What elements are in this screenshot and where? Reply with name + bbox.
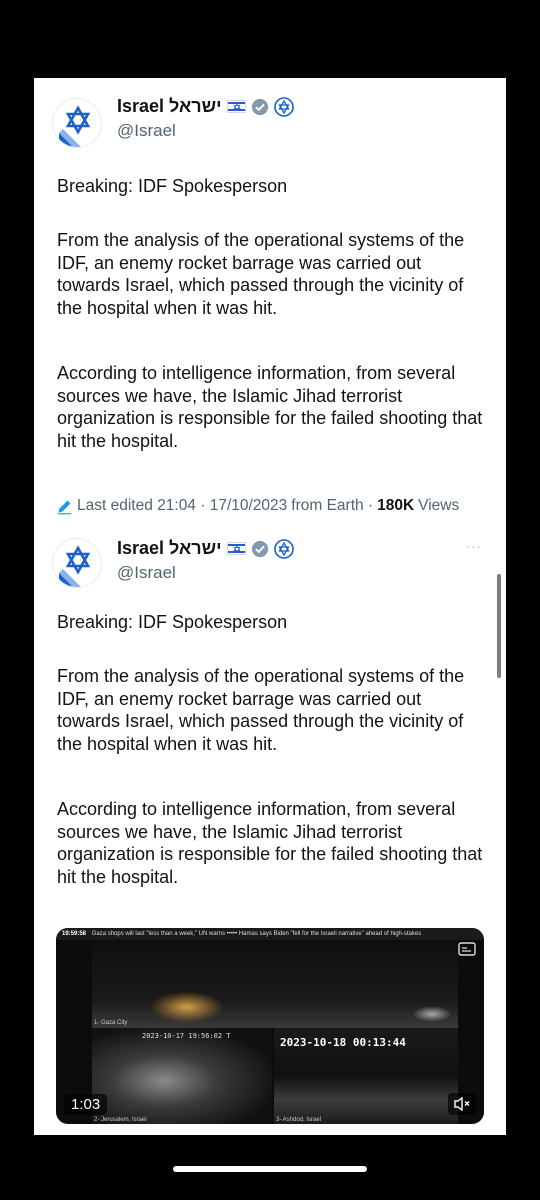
display-name[interactable]: Israel ישראל xyxy=(117,538,222,558)
post-source: from Earth · xyxy=(291,497,374,514)
tweet-text-paragraph: Breaking: IDF Spokesperson xyxy=(57,612,288,632)
ticker-text: Gaza shops will last "less than a week," UN warns ••••• Hamas says Biden "fell for the Israeli narrative" ahead of high-stakes xyxy=(91,931,422,937)
scrollbar[interactable] xyxy=(497,574,501,678)
verified-badge-icon xyxy=(251,98,269,116)
name-row xyxy=(117,538,294,559)
star-of-david-logo-icon xyxy=(53,539,102,588)
last-edited-link[interactable]: Last edited 21:04 · 17/10/2023 xyxy=(77,497,288,514)
speaker-muted-icon xyxy=(448,1093,476,1115)
display-name[interactable]: Israel ישראל xyxy=(117,96,222,116)
tweet-edited[interactable] xyxy=(34,519,506,1135)
government-affiliate-badge-icon xyxy=(274,97,294,117)
views-count: 180K xyxy=(377,497,415,514)
feed-label-jerusalem: 2- Jerusalem, Israel xyxy=(94,1117,147,1123)
handle[interactable]: @Israel xyxy=(117,121,176,140)
tweet-original[interactable] xyxy=(34,78,506,518)
handle[interactable]: @Israel xyxy=(117,563,176,582)
tweet-text-paragraph: According to intelligence information, from several sources we have, the Islamic Jihad terrorist organization is responsible for the failed shooting that hit the hospital. xyxy=(57,799,483,887)
video-feed-gaza xyxy=(92,940,458,1028)
tweet-card-container xyxy=(34,78,506,1135)
feed-timestamp-small: 2023-10-17 19:56:02 T xyxy=(142,1032,231,1040)
feed-label-gaza: 1- Gaza City xyxy=(94,1020,128,1026)
more-options-icon[interactable]: ··· xyxy=(466,539,482,554)
israel-flag-icon xyxy=(227,100,246,113)
feed-label-ashdod: 3- Ashdod, Israel xyxy=(276,1117,322,1123)
edit-pencil-icon xyxy=(56,498,73,515)
captions-icon[interactable] xyxy=(458,942,476,958)
video-news-ticker xyxy=(56,928,484,940)
avatar[interactable] xyxy=(52,98,102,148)
israel-flag-icon xyxy=(227,542,246,555)
tweet-meta xyxy=(56,497,459,515)
tweet-text-paragraph: From the analysis of the operational systems of the IDF, an enemy rocket barrage was carried out towards Israel, which passed through the vicinity of the hospital when it was hit. xyxy=(57,666,465,754)
avatar[interactable] xyxy=(52,538,102,588)
mute-button[interactable] xyxy=(448,1093,476,1115)
video-duration: 1:03 xyxy=(64,1094,107,1115)
tweet-text-paragraph: From the analysis of the operational systems of the IDF, an enemy rocket barrage was carried out towards Israel, which passed through the vicinity of the hospital when it was hit. xyxy=(57,230,465,318)
tweet-text-paragraph: According to intelligence information, from several sources we have, the Islamic Jihad terrorist organization is responsible for the failed shooting that hit the hospital. xyxy=(57,363,483,451)
government-affiliate-badge-icon xyxy=(274,539,294,559)
home-indicator[interactable] xyxy=(173,1166,367,1172)
name-row xyxy=(117,96,294,117)
views-label: Views xyxy=(418,497,460,514)
star-of-david-logo-icon xyxy=(53,99,102,148)
tweet-text-paragraph: Breaking: IDF Spokesperson xyxy=(57,176,288,196)
explosion-glow xyxy=(152,992,222,1022)
distant-lights xyxy=(412,1006,452,1022)
video-player[interactable] xyxy=(56,928,484,1124)
ticker-time: 19:59:58 xyxy=(62,931,87,937)
verified-badge-icon xyxy=(251,540,269,558)
video-feed-jerusalem xyxy=(92,1028,272,1124)
feed-timestamp-large: 2023-10-18 00:13:44 xyxy=(280,1036,406,1049)
